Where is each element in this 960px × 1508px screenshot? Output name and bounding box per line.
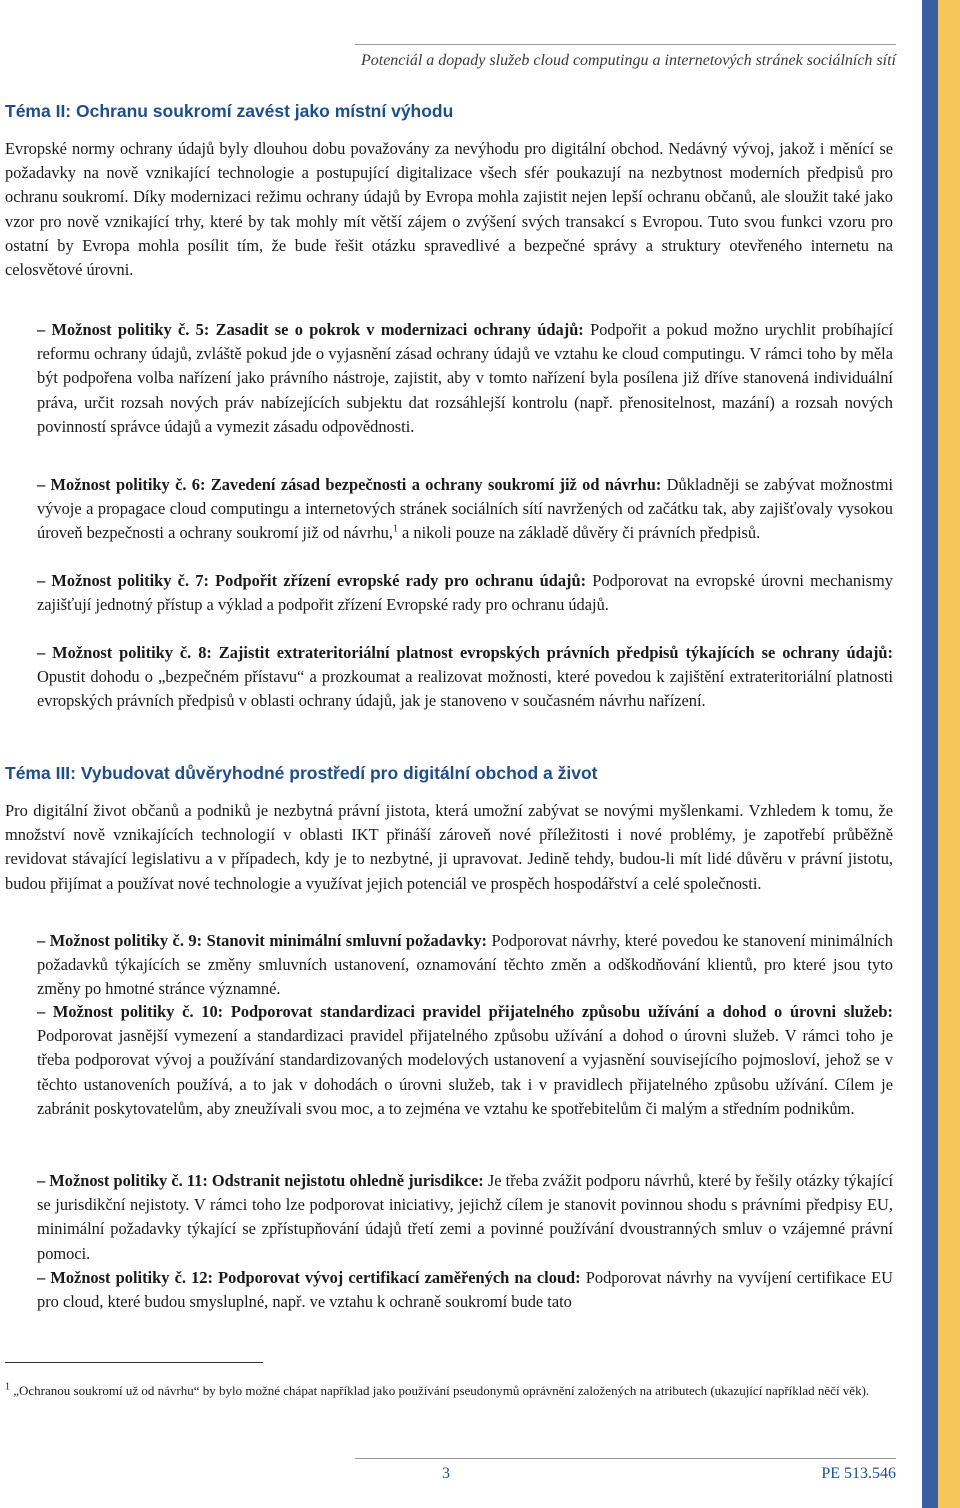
policy-option-12 [37,1266,893,1314]
tema-2-intro-paragraph: Evropské normy ochrany údajů byly dlouhou dobu považovány za nevýhodu pro digitální obchod. Nedávný vývoj, jakož i měnící se požadavky na nově vznikající technologie a postupující digitalizace všech sfér poukazují na nezbytnost moderních předpisů pro ochranu soukromí. Díky modernizaci režimu ochrany údajů by Evropa mohla zajistit nejen lepší ochranu občanů, ale sloužit také jako vzor pro nově vznikající trhy, které by tak mohly mít větší zájem o zvýšení svých transakcí s Evropou. Tuto svou funkci vzoru pro ostatní by Evropa mohla posílit tím, že bude řešit otázku spravedlivé a bezpečné správy a struktury otevřeného internetu na celosvětové úrovni. [5,139,893,280]
policy-option-7 [37,569,893,617]
policy-option-title: – Možnost politiky č. 6: Zavedení zásad bezpečnosti a ochrany soukromí již od návrhu: [37,475,662,494]
policy-option-body: Podporovat jasnější vymezení a standardizaci pravidel přijatelného způsobu užívání a dohod o úrovni služeb. V rámci toho je třeba podporovat vývoj a používání standardizovaných modelových ustanovení a vyjasnění souvisejícího pojmosloví, jehož se v těchto ustanoveních používá, a to jak v dohodách o úrovni služeb, tak i v pravidlech přijatelného způsobu užívání. Cílem je zabránit poskytovatelům, aby zneužívali svou moc, a to zejména ve vztahu ke spotřebitelům či malým a středním podnikům. [37,1026,893,1118]
policy-option-9 [37,929,893,1002]
page-number: 3 [442,1465,450,1482]
section-heading-tema-2: Téma II: Ochranu soukromí zavést jako místní výhodu [5,101,454,121]
policy-option-body-continued: a nikoli pouze na základě důvěry či právních předpisů. [397,523,761,543]
policy-option-body: Opustit dohodu o „bezpečném přístavu“ a prozkoumat a realizovat možnosti, které povedou k zajištění extrateritoriální platnosti evropských právních předpisů v oblasti ochrany údajů, jak je stanoveno v současném návrhu nařízení. [37,667,893,711]
policy-option-10 [37,1000,893,1121]
policy-option-title: – Možnost politiky č. 11: Odstranit nejistotu ohledně jurisdikce: [37,1171,484,1190]
side-band-gold [938,0,960,1508]
footer-rule [355,1458,896,1459]
policy-option-title: – Možnost politiky č. 12: Podporovat vývoj certifikací zaměřených na cloud: [37,1268,581,1287]
policy-option-6 [37,473,893,546]
policy-option-body: Podporovat na evropské úrovni mechanismy zajišťují jednotný přístup a výklad a podpořit zřízení Evropské rady pro ochranu údajů. [37,571,894,615]
policy-option-title: – Možnost politiky č. 9: Stanovit minimální smluvní požadavky: [37,931,487,950]
policy-option-title: – Možnost politiky č. 8: Zajistit extrateritoriální platnost evropských právních předpisů týkajících se ochrany údajů: [37,643,893,662]
policy-option-body: Je třeba zvážit podporu návrhů, které by řešily otázky týkající se jurisdikční nejistoty. V rámci toho lze podporovat iniciativy, jejichž cílem je stanovit povinnou shodu s právními předpisy EU, minimální požadavky týkající se zpřístupňování údajů třetí zemi a povinné používání dvoustranných smluv o vzájemné právní pomoci. [37,1171,893,1263]
policy-option-8 [37,641,893,714]
policy-option-title: – Možnost politiky č. 7: Podpořit zřízení evropské rady pro ochranu údajů: [37,571,587,590]
footnote-separator [5,1362,263,1363]
policy-option-body: Důkladněji se zabývat možnostmi vývoje a propagace cloud computingu a internetových stránek sociálních sítí navržených od začátku tak, aby zajišťovaly vysokou úroveň bezpečnosti a ochrany soukromí již od návrhu, [37,475,893,543]
section-heading-tema-3: Téma III: Vybudovat důvěryhodné prostředí pro digitální obchod a život [5,763,598,783]
policy-option-body: Podporovat návrhy, které povedou ke stanovení minimálních požadavků týkajících se změny smluvních ustanovení, oznamování těchto změn a odškodňování klientů, pro které jsou tyto změny po hmotné stránce významné. [37,931,893,999]
side-band-blue [922,0,938,1508]
header-rule [355,44,896,45]
policy-option-11 [37,1169,893,1266]
policy-option-body: Podpořit a pokud možno urychlit probíhající reformu ochrany údajů, zvláště pokud jde o vyjasnění zásad ochrany údajů ve vztahu ke cloud computingu. V rámci toho by měla být podpořena volba nařízení jako právního nástroje, zajistit, aby v tomto nařízení byla posílena již dříve stanovená individuální práva, určit rozsah nových práv nabízejících subjektu dat rozsáhlejší kontrolu (např. přenositelnost, mazání) a rozsah nových povinností správce údajů a vymezit zásadu odpovědnosti. [37,320,894,436]
tema-3-intro-paragraph: Pro digitální život občanů a podniků je nezbytná právní jistota, která umožní zabývat se novými myšlenkami. Vzhledem k tomu, že množství nově vznikajících technologií v oblasti IKT přináší zároveň nové příležitosti i nové problémy, je zapotřebí průběžně revidovat stávající legislativu a v případech, kdy je to nezbytné, ji upravovat. Jedině tehdy, budou-li mít lidé důvěru v právní jistotu, budou přijímat a používat nové technologie a využívat jejich potenciál ve prospěch hospodářství a celé společnosti. [5,801,893,893]
footnote [5,1378,893,1404]
footnote-text: „Ochranou soukromí už od návrhu“ by bylo možné chápat například jako používání pseudonymů oprávnění založených na atributech (ukazující například něčí věk). [10,1383,870,1398]
document-reference: PE 513.546 [821,1465,896,1482]
policy-option-body: Podporovat návrhy na vyvíjení certifikace EU pro cloud, které budou smysluplné, např. ve vztahu k ochraně soukromí bude tato [37,1268,893,1312]
footnote-reference[interactable]: 1 [392,523,398,535]
policy-option-title: – Možnost politiky č. 5: Zasadit se o pokrok v modernizaci ochrany údajů: [37,320,584,339]
policy-option-title: – Možnost politiky č. 10: Podporovat standardizaci pravidel přijatelného způsobu užívání a dohod o úrovni služeb: [37,1002,893,1021]
running-header: Potenciál a dopady služeb cloud computingu a internetových stránek sociálních sítí [360,52,896,69]
policy-option-5 [37,318,893,439]
footnote-marker: 1 [5,1381,10,1393]
